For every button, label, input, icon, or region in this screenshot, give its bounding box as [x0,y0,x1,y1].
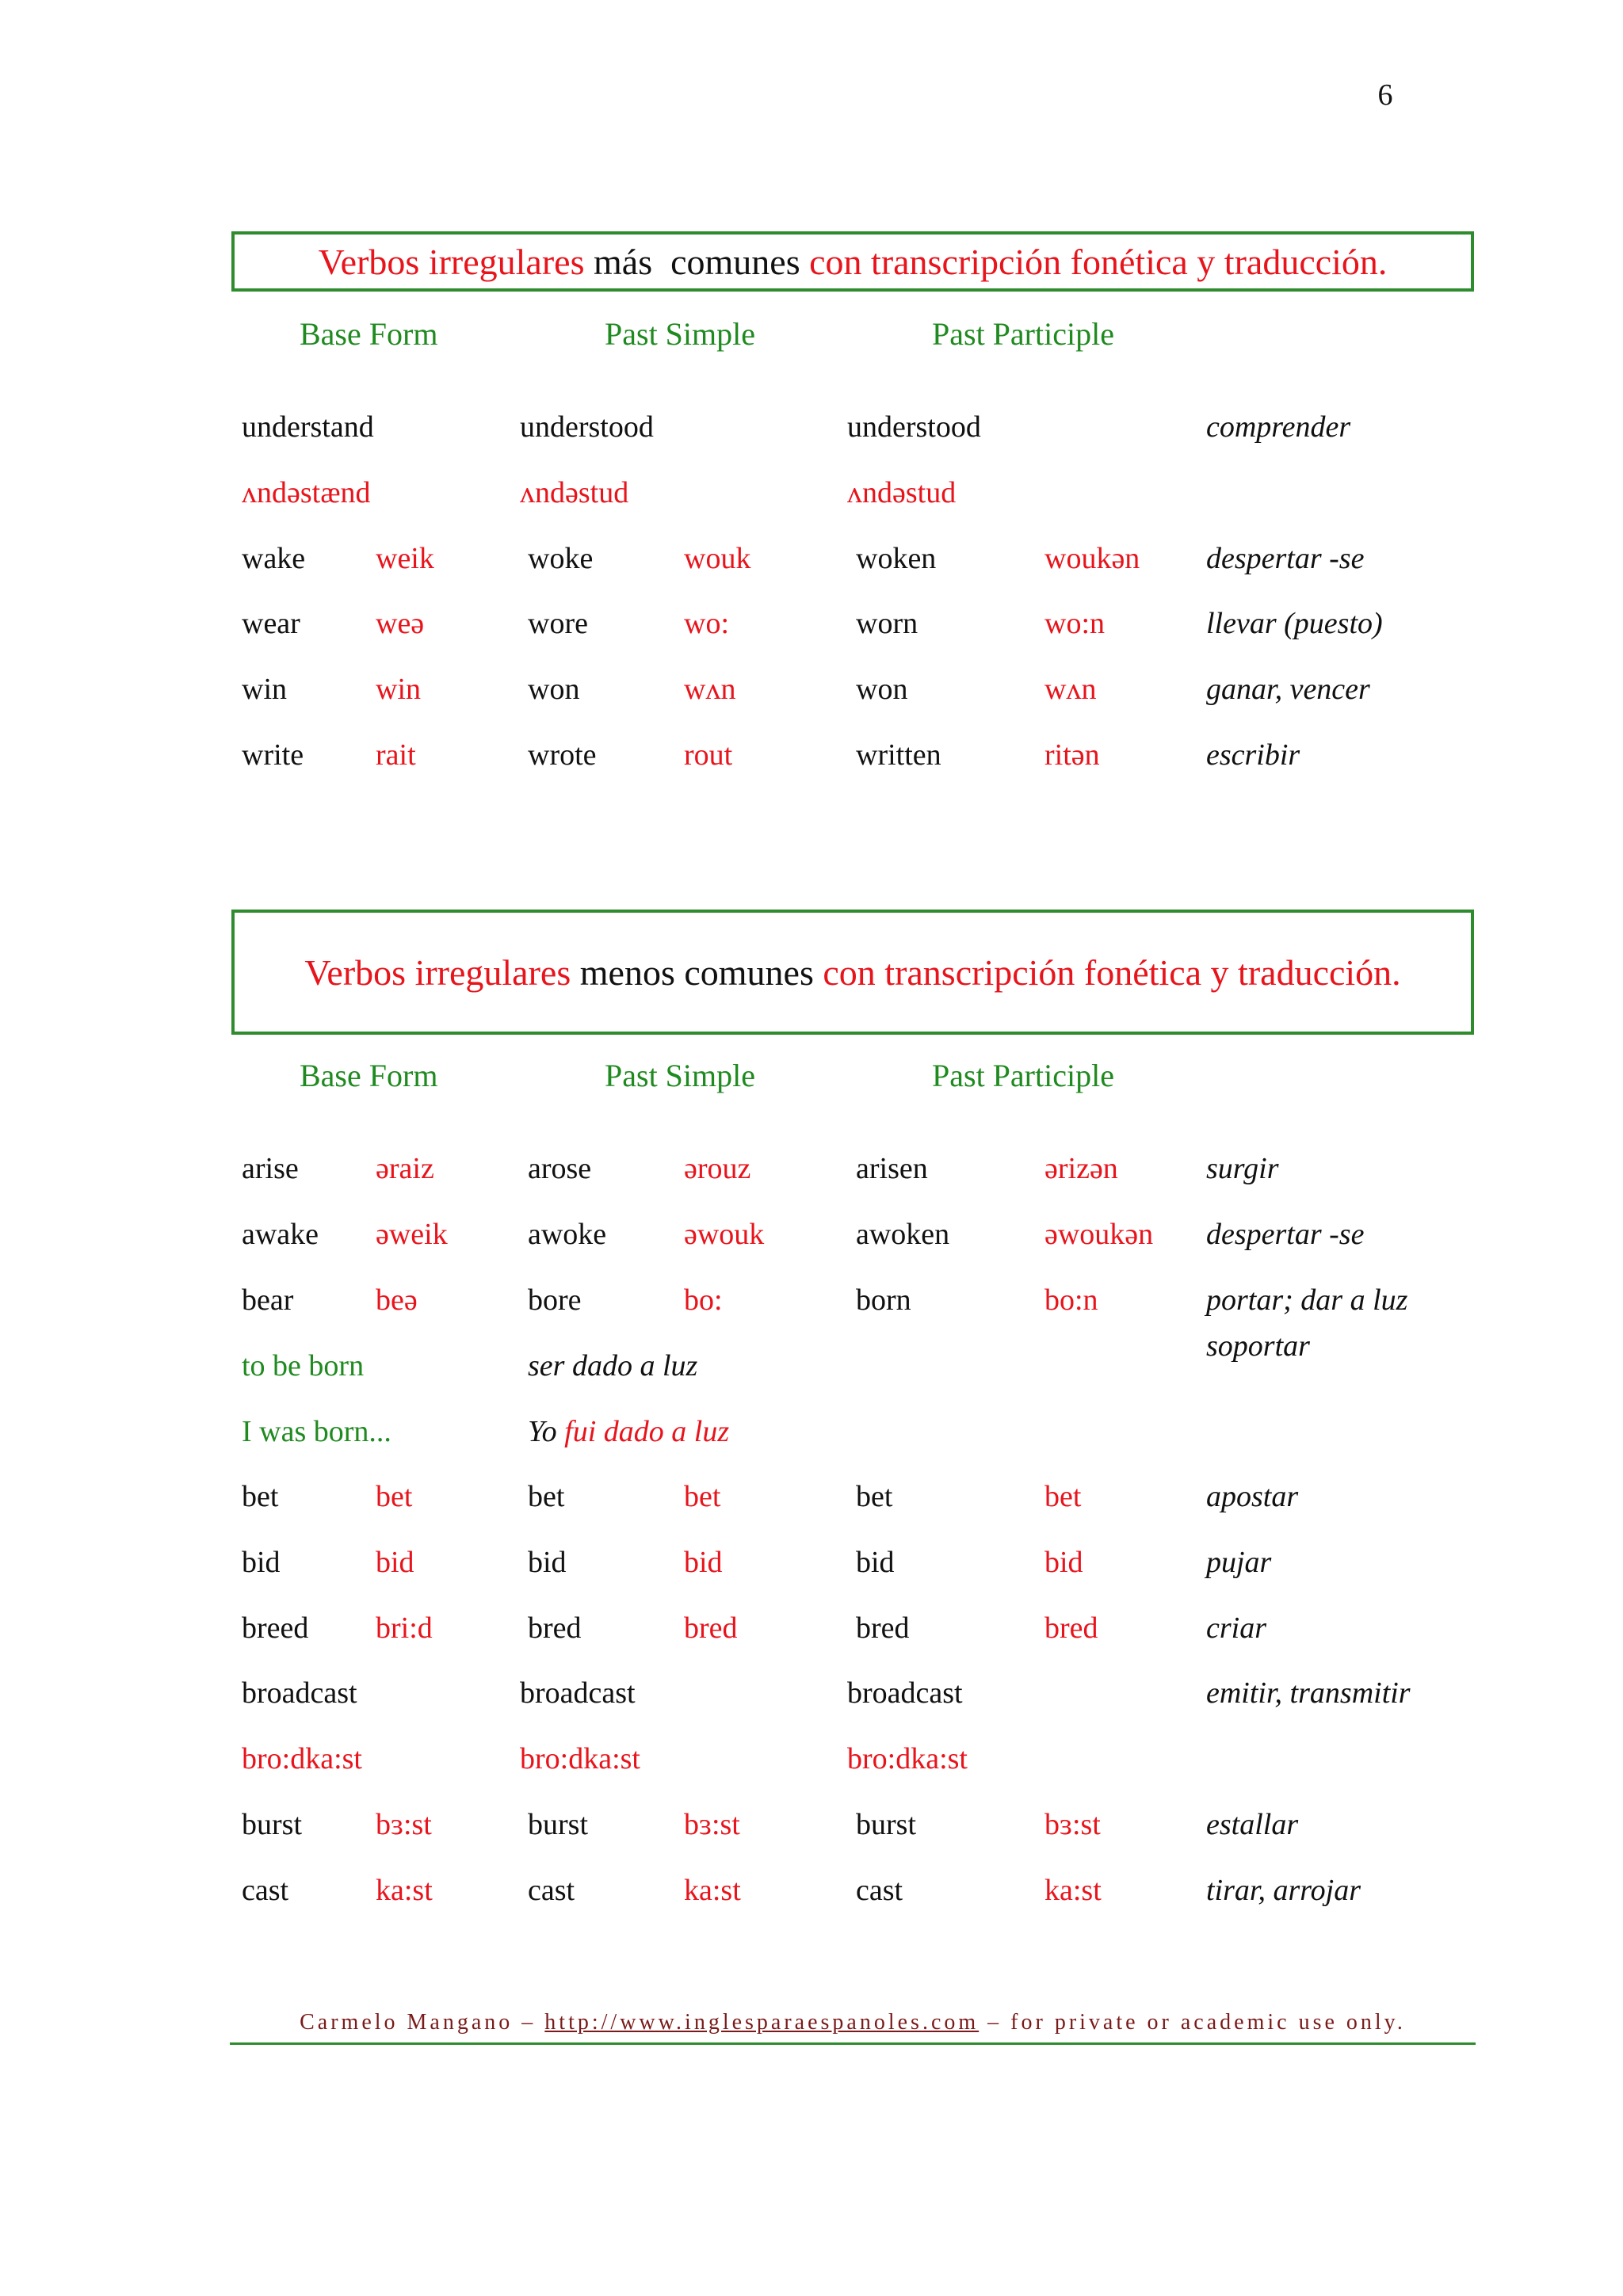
column-header-past-simple: Past Simple [605,316,756,352]
verb-past-participle: understood [847,410,981,444]
verb-base-phonetic: weə [376,607,425,640]
verb-past-simple-phonetic: wʌn [684,673,736,706]
verb-past-participle: bet [856,1480,893,1513]
title-part: con transcripción fonética y traducción. [809,241,1388,282]
verb-base-phonetic: bɜ:st [376,1808,432,1841]
verb-past-simple: arose [528,1152,592,1185]
verb-past-simple-phonetic: bɜ:st [684,1808,740,1841]
verb-base-phonetic: əraiz [376,1152,434,1185]
verb-past-participle: cast [856,1874,903,1907]
verb-past-participle: woken [856,542,937,575]
verb-past-simple: won [528,673,580,706]
footer-divider [230,2042,1476,2045]
verb-base-phonetic: beə [376,1283,418,1317]
verb-base-phonetic: weik [376,542,434,575]
verb-translation-secondary: soportar [1206,1329,1310,1363]
title-part: más comunes [584,241,810,282]
verb-past-participle: awoken [856,1218,950,1251]
verb-past-simple: wrote [528,738,597,772]
page-number: 6 [1377,78,1393,112]
verb-translation: criar [1206,1611,1266,1645]
verb-past-simple: understood [520,410,654,444]
verb-past-simple-phonetic: bid [684,1546,723,1579]
verb-translation: ganar, vencer [1206,673,1370,706]
born-note-part: fui dado a luz [564,1415,730,1448]
verb-past-simple-phonetic: ka:st [684,1874,741,1907]
verb-past-simple-phonetic: rout [684,738,733,772]
verb-base-phonetic: rait [376,738,416,772]
verb-base-phonetic: bet [376,1480,413,1513]
verb-base-phonetic: ʌndəstænd [242,476,371,509]
born-note-part: Yo [528,1415,565,1448]
verb-translation: surgir [1206,1152,1279,1185]
title-part: Verbos irregulares [304,952,571,993]
column-header-base-form: Base Form [300,1058,438,1093]
verb-base: wear [242,607,300,640]
section-title-box-less-common [231,910,1474,1035]
verb-past-simple: bred [528,1611,582,1645]
verb-base: wake [242,542,306,575]
verb-base: bet [242,1480,279,1513]
verb-base: write [242,738,304,772]
verb-past-simple-phonetic: bro:dka:st [520,1742,640,1775]
verb-translation: tirar, arrojar [1206,1874,1361,1907]
verb-translation: despertar -se [1206,542,1365,575]
verb-past-simple: bid [528,1546,567,1579]
column-header-past-participle: Past Participle [932,316,1114,352]
verb-base: arise [242,1152,299,1185]
verb-base-phonetic: bri:d [376,1611,433,1645]
verb-base-phonetic: ka:st [376,1874,433,1907]
verb-translation: despertar -se [1206,1218,1365,1251]
verb-past-participle: written [856,738,941,772]
verb-past-participle-phonetic: ka:st [1044,1874,1102,1907]
section-title-box-common [231,231,1474,292]
title-part: con transcripción fonética y traducción. [823,952,1401,993]
verb-past-participle: bid [856,1546,895,1579]
verb-past-simple-phonetic: əwouk [684,1218,765,1251]
verb-base-phonetic: bro:dka:st [242,1742,362,1775]
verb-past-participle: born [856,1283,911,1317]
column-header-past-participle: Past Participle [932,1058,1114,1093]
column-header-base-form: Base Form [300,316,438,352]
footer-link[interactable]: http://www.inglesparaespanoles.com [544,2010,980,2035]
born-note-english: to be born [242,1349,365,1383]
verb-past-simple: awoke [528,1218,607,1251]
verb-past-simple: burst [528,1808,588,1841]
verb-past-simple: broadcast [520,1676,636,1710]
verb-past-participle-phonetic: əwoukən [1044,1218,1154,1251]
verb-translation: portar; dar a luz [1206,1283,1408,1317]
verb-base: win [242,673,287,706]
verb-past-participle-phonetic: ʌndəstud [847,476,957,509]
verb-translation: apostar [1206,1480,1299,1513]
verb-past-simple-phonetic: ərouz [684,1152,751,1185]
verb-past-participle: burst [856,1808,916,1841]
verb-past-simple: cast [528,1874,575,1907]
born-note-spanish: ser dado a luz [528,1349,698,1383]
verb-translation: pujar [1206,1546,1272,1579]
verb-base-phonetic: əweik [376,1218,448,1251]
verb-past-participle-phonetic: wʌn [1044,673,1097,706]
verb-base-phonetic: bid [376,1546,414,1579]
footer-author: Carmelo Mangano – [300,2010,545,2035]
born-note-english-example: I was born... [242,1415,391,1448]
verb-base: burst [242,1808,302,1841]
verb-past-participle-phonetic: bro:dka:st [847,1742,968,1775]
verb-past-simple-phonetic: wouk [684,542,751,575]
footer [231,2010,1474,2035]
verb-past-participle: bred [856,1611,910,1645]
verb-base-phonetic: win [376,673,421,706]
verb-past-simple-phonetic: ʌndəstud [520,476,629,509]
verb-base: cast [242,1874,289,1907]
verb-past-simple-phonetic: bo: [684,1283,723,1317]
verb-past-simple: bore [528,1283,582,1317]
verb-base: awake [242,1218,319,1251]
title-part: Verbos irregulares [318,241,585,282]
verb-past-simple-phonetic: bred [684,1611,738,1645]
verb-past-simple: woke [528,542,594,575]
verb-past-simple-phonetic: wo: [684,607,729,640]
verb-past-simple: bet [528,1480,565,1513]
verb-past-participle-phonetic: wo:n [1044,607,1105,640]
verb-translation: emitir, transmitir [1206,1676,1411,1710]
verb-base: broadcast [242,1676,357,1710]
verb-past-participle: broadcast [847,1676,963,1710]
verb-past-participle: worn [856,607,918,640]
verb-base: understand [242,410,374,444]
verb-past-participle-phonetic: ərizən [1044,1152,1118,1185]
verb-past-participle-phonetic: woukən [1044,542,1140,575]
verb-translation: estallar [1206,1808,1299,1841]
verb-past-participle-phonetic: bɜ:st [1044,1808,1101,1841]
verb-past-participle-phonetic: bid [1044,1546,1083,1579]
verb-past-participle-phonetic: ritən [1044,738,1100,772]
verb-translation: comprender [1206,410,1351,444]
title-part: menos comunes [571,952,823,993]
footer-note: – for private or academic use only. [979,2010,1406,2035]
verb-past-participle-phonetic: bo:n [1044,1283,1098,1317]
verb-translation: llevar (puesto) [1206,607,1383,640]
verb-base: breed [242,1611,309,1645]
verb-past-simple: wore [528,607,588,640]
verb-base: bear [242,1283,294,1317]
verb-past-participle-phonetic: bet [1044,1480,1082,1513]
born-note-spanish-example [528,1417,729,1447]
column-header-past-simple: Past Simple [605,1058,756,1093]
verb-base: bid [242,1546,281,1579]
verb-past-participle: won [856,673,908,706]
verb-translation: escribir [1206,738,1300,772]
verb-past-simple-phonetic: bet [684,1480,721,1513]
verb-past-participle-phonetic: bred [1044,1611,1098,1645]
verb-past-participle: arisen [856,1152,928,1185]
